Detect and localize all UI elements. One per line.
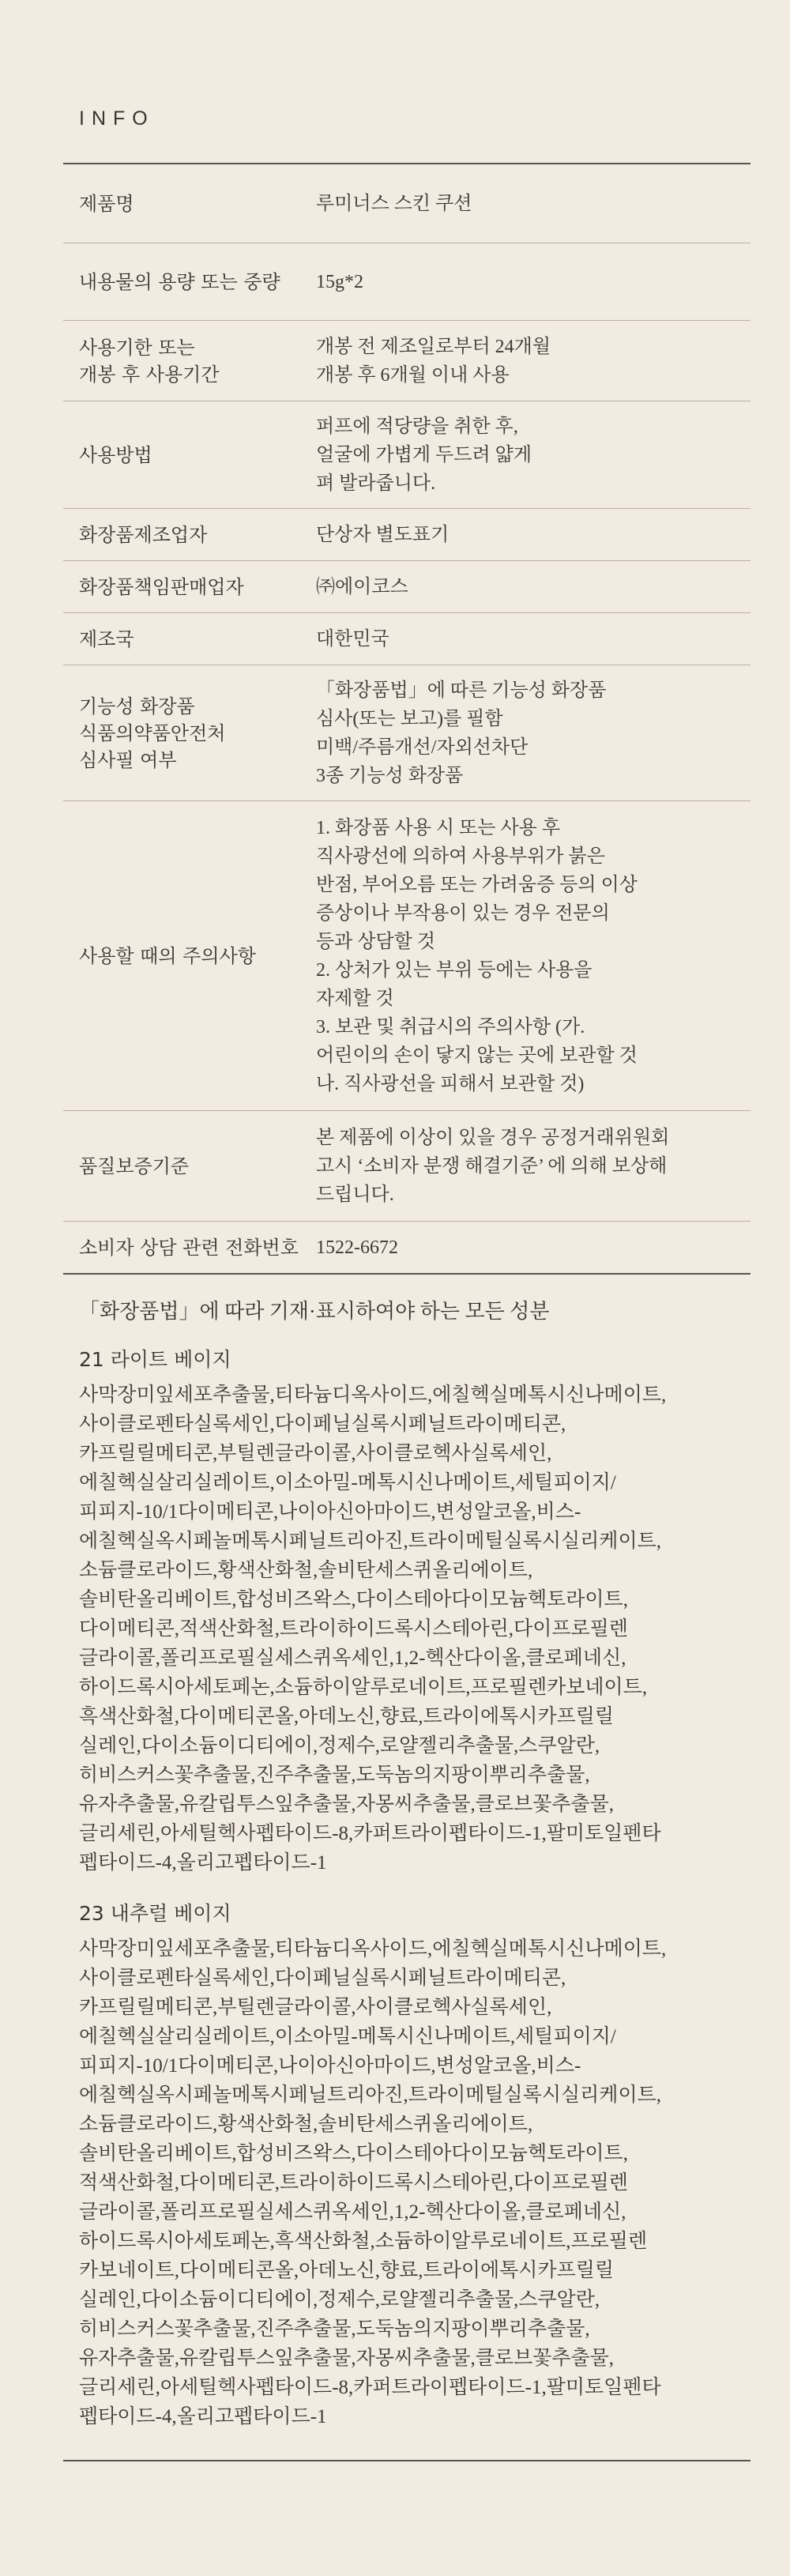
row-value-line: 루미너스 스킨 쿠션 [316, 193, 472, 214]
row-value-line: 드립니다. [316, 1184, 394, 1205]
table-row [63, 321, 750, 401]
ingredient-line: 유자추출물,유칼립투스잎추출물,자몽씨추출물,클로브꽃추출물, [79, 1794, 615, 1815]
ingredient-line: 글라이콜,폴리프로필실세스퀴옥세인,1,2-헥산다이올,클로페네신, [79, 1648, 626, 1669]
shade-block [79, 1900, 743, 2431]
row-label [63, 613, 316, 665]
row-value-line: 3. 보관 및 취급시의 주의사항 (가. [316, 1016, 585, 1038]
row-value-line: 등과 상담할 것 [316, 931, 436, 952]
ingredient-line: 하이드록시아세토페논,흑색산화철,소듐하이알루로네이트,프로필렌 [79, 2231, 648, 2252]
row-value-line: 개봉 후 6개월 이내 사용 [316, 364, 510, 386]
row-label [63, 1222, 316, 1273]
row-label-line: 내용물의 용량 또는 중량 [79, 270, 280, 293]
row-value [316, 321, 750, 401]
row-value-line: 반점, 부어오름 또는 가려움증 등의 이상 [316, 874, 638, 895]
table-row [63, 665, 750, 801]
bottom-divider [63, 2460, 750, 2461]
row-value-line: 나. 직사광선을 피해서 보관할 것) [316, 1073, 585, 1094]
row-value [316, 801, 750, 1110]
shade-list [79, 1346, 743, 2431]
row-value-line: 심사(또는 보고)를 필함 [316, 708, 503, 729]
table-row [63, 1222, 750, 1274]
table-bottom-rule [63, 1273, 750, 1275]
table-row [63, 243, 750, 321]
row-value-line: 단상자 별도표기 [316, 524, 450, 545]
ingredient-line: 피피지-10/1다이메티콘,나이아신아마이드,변성알코올,비스- [79, 2055, 581, 2077]
row-value-line: 얼굴에 가볍게 두드려 얇게 [316, 444, 532, 465]
row-value-line: ㈜에이코스 [316, 576, 408, 597]
row-value [316, 401, 750, 508]
row-label-line: 개봉 후 사용기간 [79, 363, 220, 386]
table-row [63, 561, 750, 613]
ingredient-line: 사이클로펜타실록세인,다이페닐실록시페닐트라이메티콘, [79, 1414, 566, 1435]
ingredient-line: 실레인,다이소듐이디티에이,정제수,로얄젤리추출물,스쿠알란, [79, 2289, 600, 2310]
info-heading: INFO [79, 107, 155, 130]
row-label-line: 품질보증기준 [79, 1154, 190, 1177]
row-value [316, 243, 750, 320]
table-row [63, 164, 750, 243]
row-value-line: 대한민국 [316, 628, 389, 650]
ingredient-line: 에칠헥실살리실레이트,이소아밀-메톡시신나메이트,세틸피이지/ [79, 1472, 616, 1493]
table-row [63, 613, 750, 665]
row-label-line: 기능성 화장품 [79, 695, 195, 717]
row-label-line: 화장품제조업자 [79, 523, 208, 546]
ingredient-line: 카프릴릴메티콘,부틸렌글라이콜,사이클로헥사실록세인, [79, 1443, 552, 1464]
table-row [63, 401, 750, 509]
ingredient-line: 카보네이트,다이메티콘올,아데노신,향료,트라이에톡시카프릴릴 [79, 2260, 615, 2281]
row-value-line: 1522-6672 [316, 1237, 398, 1258]
ingredient-line: 카프릴릴메티콘,부틸렌글라이콜,사이클로헥사실록세인, [79, 1997, 552, 2018]
ingredient-line: 소듐클로라이드,황색산화철,솔비탄세스퀴올리에이트, [79, 2114, 533, 2135]
table-rows [63, 164, 750, 1274]
ingredient-line: 다이메티콘,적색산화철,트라이하이드록시스테아린,다이프로필렌 [79, 1618, 628, 1640]
ingredient-line: 유자추출물,유칼립투스잎추출물,자몽씨추출물,클로브꽃추출물, [79, 2348, 615, 2369]
row-value-line: 어린이의 손이 닿지 않는 곳에 보관할 것 [316, 1045, 638, 1066]
row-label-line: 소비자 상담 관련 전화번호 [79, 1236, 299, 1259]
row-label [63, 801, 316, 1110]
row-value-line: 15g*2 [316, 271, 363, 292]
ingredient-line: 흑색산화철,다이메티콘올,아데노신,향료,트라이에톡시카프릴릴 [79, 1706, 615, 1727]
row-label [63, 561, 316, 612]
row-value [316, 1222, 750, 1273]
ingredient-line: 사막장미잎세포추출물,티타늄디옥사이드,에칠헥실메톡시신나메이트, [79, 1938, 667, 1960]
ingredient-line: 펩타이드-4,올리고펩타이드-1 [79, 2406, 327, 2427]
ingredient-line: 에칠헥실옥시페놀메톡시페닐트리아진,트라이메틸실록시실리케이트, [79, 2085, 662, 2106]
row-value [316, 665, 750, 800]
shade-ingredients [79, 1934, 743, 2431]
row-label [63, 509, 316, 560]
row-label-line: 사용할 때의 주의사항 [79, 944, 256, 967]
ingredient-line: 에칠헥실옥시페놀메톡시페닐트리아진,트라이메틸실록시실리케이트, [79, 1531, 662, 1552]
ingredient-line: 사막장미잎세포추출물,티타늄디옥사이드,에칠헥실메톡시신나메이트, [79, 1384, 667, 1406]
ingredient-line: 실레인,다이소듐이디티에이,정제수,로얄젤리추출물,스쿠알란, [79, 1735, 600, 1757]
ingredient-line: 에칠헥실살리실레이트,이소아밀-메톡시신나메이트,세틸피이지/ [79, 2026, 616, 2047]
row-value-line: 본 제품에 이상이 있을 경우 공정거래위원회 [316, 1127, 670, 1148]
shade-block [79, 1346, 743, 1877]
row-label-line: 제조국 [79, 627, 134, 650]
ingredient-line: 하이드록시아세토페논,소듐하이알루로네이트,프로필렌카보네이트, [79, 1677, 648, 1698]
row-value-line: 고시 ‘소비자 분쟁 해결기준’ 에 의해 보상해 [316, 1155, 668, 1177]
shade-title: 23 내추럴 베이지 [79, 1902, 231, 1925]
ingredient-line: 적색산화철,다이메티콘,트라이하이드록시스테아린,다이프로필렌 [79, 2172, 628, 2194]
row-value [316, 561, 750, 612]
shade-title: 21 라이트 베이지 [79, 1348, 231, 1371]
row-value-line: 펴 발라줍니다. [316, 473, 436, 494]
ingredient-line: 소듐클로라이드,황색산화철,솔비탄세스퀴올리에이트, [79, 1560, 533, 1581]
row-label-line: 사용방법 [79, 443, 152, 466]
row-label-line: 화장품책임판매업자 [79, 575, 244, 598]
ingredient-line: 솔비탄올리베이트,합성비즈왁스,다이스테아다이모늄헥토라이트, [79, 1589, 628, 1610]
row-value-line: 「화장품법」에 따른 기능성 화장품 [316, 680, 607, 701]
ingredient-line: 사이클로펜타실록세인,다이페닐실록시페닐트라이메티콘, [79, 1968, 566, 1989]
row-label [63, 321, 316, 401]
table-row [63, 801, 750, 1111]
ingredient-line: 솔비탄올리베이트,합성비즈왁스,다이스테아다이모늄헥토라이트, [79, 2143, 628, 2164]
table-row [63, 509, 750, 561]
row-label [63, 243, 316, 320]
row-value-line: 1. 화장품 사용 시 또는 사용 후 [316, 817, 561, 838]
row-label [63, 164, 316, 243]
row-label-line: 식품의약품안전처 [79, 721, 226, 744]
ingredient-line: 히비스커스꽃추출물,진주추출물,도둑놈의지팡이뿌리추출물, [79, 2318, 590, 2340]
ingredient-line: 피피지-10/1다이메티콘,나이아신아마이드,변성알코올,비스- [79, 1501, 581, 1523]
row-value-line: 2. 상처가 있는 부위 등에는 사용을 [316, 959, 592, 981]
table-row [63, 1111, 750, 1222]
product-info-table [63, 163, 750, 1275]
row-label [63, 665, 316, 800]
row-value-line: 미백/주름개선/자외선차단 [316, 736, 529, 758]
ingredient-line: 글리세린,아세틸헥사펩타이드-8,카퍼트라이펩타이드-1,팔미토일펜타 [79, 1823, 661, 1844]
row-value [316, 613, 750, 665]
shade-ingredients [79, 1380, 743, 1877]
ingredient-line: 히비스커스꽃추출물,진주추출물,도둑놈의지팡이뿌리추출물, [79, 1764, 590, 1786]
row-value-line: 자제할 것 [316, 988, 394, 1009]
row-label [63, 1111, 316, 1221]
row-value [316, 1111, 750, 1221]
shade-gap [79, 1877, 743, 1900]
row-value-line: 개봉 전 제조일로부터 24개월 [316, 336, 551, 357]
ingredient-line: 글라이콜,폴리프로필실세스퀴옥세인,1,2-헥산다이올,클로페네신, [79, 2201, 626, 2223]
row-label-line: 심사필 여부 [79, 748, 177, 771]
ingredients-intro: 「화장품법」에 따라 기재·표시하여야 하는 모든 성분 [79, 1300, 550, 1323]
row-value-line: 직사광선에 의하여 사용부위가 붉은 [316, 845, 605, 867]
ingredients-section [79, 1298, 743, 2431]
ingredient-line: 글리세린,아세틸헥사펩타이드-8,카퍼트라이펩타이드-1,팔미토일펜타 [79, 2377, 661, 2398]
row-value [316, 509, 750, 560]
row-value [316, 164, 750, 243]
ingredient-line: 펩타이드-4,올리고펩타이드-1 [79, 1852, 327, 1874]
row-label [63, 401, 316, 508]
row-label-line: 제품명 [79, 192, 134, 215]
row-label-line: 사용기한 또는 [79, 336, 195, 359]
row-value-line: 퍼프에 적당량을 취한 후, [316, 416, 518, 437]
row-value-line: 3종 기능성 화장품 [316, 765, 464, 786]
row-value-line: 증상이나 부작용이 있는 경우 전문의 [316, 902, 610, 924]
